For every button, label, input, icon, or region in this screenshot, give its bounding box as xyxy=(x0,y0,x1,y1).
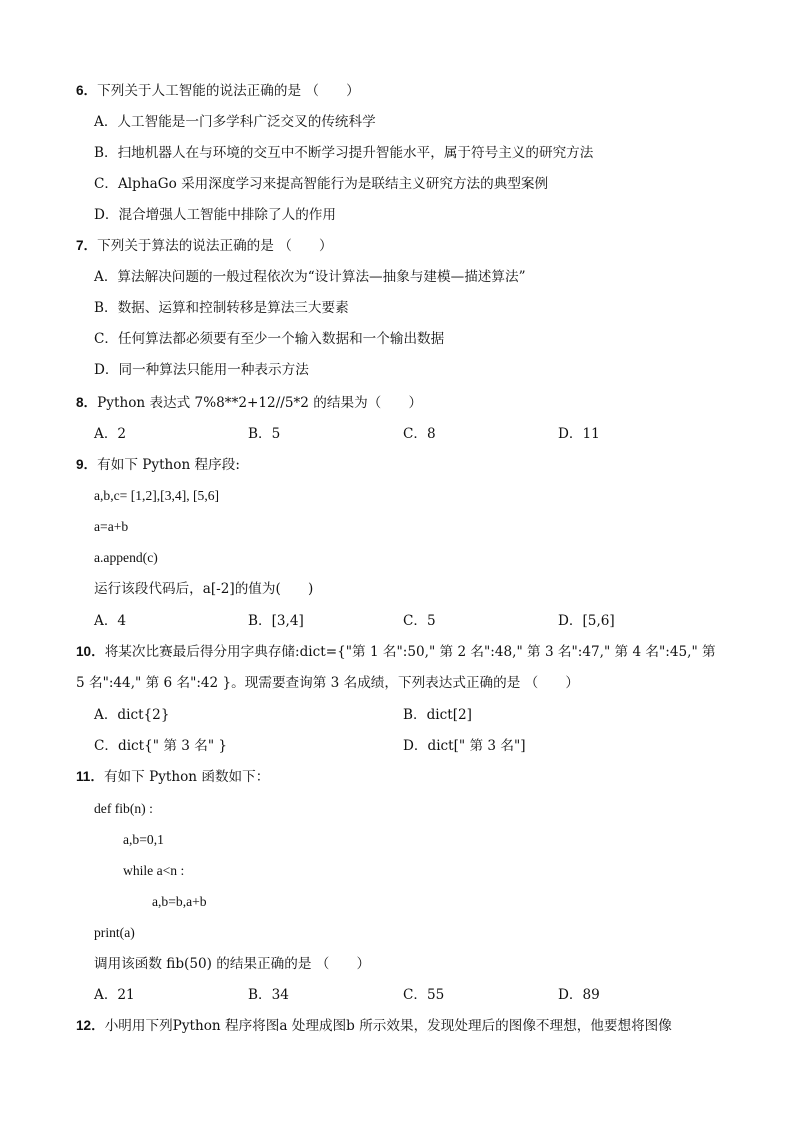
option-d: D．同一种算法只能用一种表示方法 xyxy=(94,362,309,378)
option-d: D．11 xyxy=(558,426,600,442)
code-line: def fib(n) : xyxy=(94,801,153,816)
option-b: B．[3,4] xyxy=(248,613,304,629)
code-line: a=a+b xyxy=(94,519,129,534)
code-line: a,b=0,1 xyxy=(123,832,164,847)
option-c: C．8 xyxy=(403,426,436,442)
option-c: C．55 xyxy=(403,987,445,1003)
option-b: B．扫地机器人在与环境的交互中不断学习提升智能水平，属于符号主义的研究方法 xyxy=(94,145,594,161)
code-line: a.append(c) xyxy=(94,550,158,565)
option-d: D．混合增强人工智能中排除了人的作用 xyxy=(94,207,336,223)
option-b: B．5 xyxy=(248,426,281,442)
question-8 xyxy=(76,394,422,412)
question-stem-line1: 将某次比赛最后得分用字典存储:dict={"第 1 名":50," 第 2 名":48," 第 3 名":47," 第 4 名":45," 第 xyxy=(104,644,716,660)
code-line: print(a) xyxy=(94,925,135,940)
question-stem: 有如下 Python 函数如下： xyxy=(103,769,270,785)
option-c: C．dict{" 第 3 名" } xyxy=(94,738,228,754)
code-line: a,b=b,a+b xyxy=(152,894,207,909)
question-12 xyxy=(76,1017,672,1035)
option-c: C．任何算法都必须要有至少一个输入数据和一个输出数据 xyxy=(94,331,445,347)
question-stem-line2: 5 名":44," 第 6 名":42 }。现需要查询第 3 名成绩，下列表达式正确的是 （ ） xyxy=(76,675,580,691)
question-number: 9． xyxy=(76,457,98,472)
question-stem: Python 表达式 7%8**2+12//5*2 的结果为（ ） xyxy=(97,395,423,411)
option-b: B．dict[2] xyxy=(403,707,472,723)
question-number: 6． xyxy=(76,83,98,98)
option-a: A．人工智能是一门多学科广泛交叉的传统科学 xyxy=(94,114,376,130)
question-prompt: 运行该段代码后，a[-2]的值为( ) xyxy=(94,581,314,597)
option-d: D．dict[" 第 3 名"] xyxy=(403,738,526,754)
question-9 xyxy=(76,456,240,474)
question-stem: 下列关于算法的说法正确的是 （ ） xyxy=(97,238,333,254)
option-d: D．89 xyxy=(558,987,600,1003)
option-b: B．数据、运算和控制转移是算法三大要素 xyxy=(94,300,349,316)
question-11 xyxy=(76,768,269,786)
question-number: 12． xyxy=(76,1018,105,1033)
code-line: a,b,c= [1,2],[3,4], [5,6] xyxy=(94,488,220,503)
option-d: D．[5,6] xyxy=(558,613,615,629)
option-a: A．算法解决问题的一般过程依次为“设计算法—抽象与建模—描述算法” xyxy=(94,269,526,285)
question-stem: 小明用下列Python 程序将图a 处理成图b 所示效果，发现处理后的图像不理想，他要想将图像 xyxy=(104,1018,672,1034)
option-a: A．dict{2} xyxy=(94,707,170,723)
question-number: 10． xyxy=(76,644,105,659)
option-c: C．AlphaGo 采用深度学习来提高智能行为是联结主义研究方法的典型案例 xyxy=(94,176,549,192)
question-stem: 下列关于人工智能的说法正确的是 （ ） xyxy=(97,83,360,99)
question-stem: 有如下 Python 程序段: xyxy=(97,457,240,473)
question-7 xyxy=(76,237,333,255)
question-number: 11． xyxy=(76,769,104,784)
question-10 xyxy=(76,643,716,661)
question-number: 8． xyxy=(76,395,98,410)
option-c: C．5 xyxy=(403,613,436,629)
code-line: while a<n : xyxy=(123,863,185,878)
question-number: 7． xyxy=(76,238,98,253)
option-b: B．34 xyxy=(248,987,289,1003)
question-prompt: 调用该函数 fib(50) 的结果正确的是 （ ） xyxy=(94,956,371,972)
option-a: A．21 xyxy=(94,987,135,1003)
option-a: A．2 xyxy=(94,426,127,442)
question-6 xyxy=(76,82,360,100)
option-a: A．4 xyxy=(94,613,127,629)
